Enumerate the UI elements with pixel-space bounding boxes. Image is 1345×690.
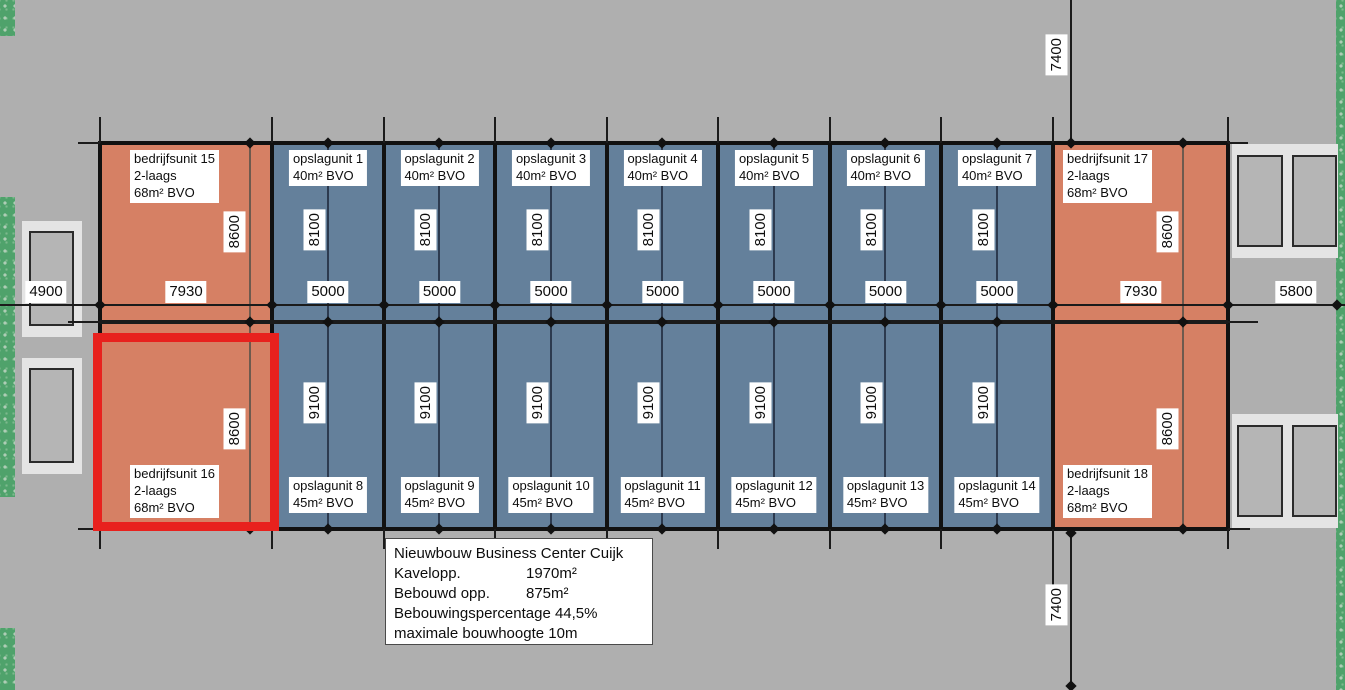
grid-line [1182,324,1184,527]
unit-opslagunit-4-width-dimension: 5000 [642,281,683,303]
unit-opslagunit-13-label: opslagunit 13 45m² BVO [843,477,928,513]
unit-opslagunit-8-label: opslagunit 8 45m² BVO [289,477,367,513]
info-box [385,538,653,645]
unit-bedrijfsunit-16-depth-dimension: 8600 [224,408,246,449]
grid-extension-top [1052,117,1054,143]
unit-opslagunit-11[interactable] [607,322,718,529]
green-planting-strip-left-middle [0,197,15,497]
parking-stall[interactable] [29,368,74,463]
dimension-marker [1065,680,1076,690]
grid-extension-top [271,117,273,143]
info-box-row-kavelopp [394,564,644,584]
unit-bedrijfsunit-17-label: bedrijfsunit 17 2-laags 68m² BVO [1063,150,1152,203]
parking-stall[interactable] [1292,155,1337,247]
unit-opslagunit-12[interactable] [718,322,830,529]
unit-opslagunit-13[interactable] [830,322,941,529]
unit-bedrijfsunit-18-depth-dimension: 8600 [1157,408,1179,449]
unit-opslagunit-8[interactable] [272,322,384,529]
grid-extension-bottom [940,529,942,549]
unit-opslagunit-1-depth-dimension: 8100 [304,209,326,250]
unit-opslagunit-6-width-dimension: 5000 [865,281,906,303]
unit-opslagunit-13-depth-dimension: 9100 [861,382,883,423]
unit-opslagunit-11-depth-dimension: 9100 [638,382,660,423]
dimension-label-bottom-7400: 7400 [1046,584,1068,625]
unit-bedrijfsunit-15-depth-dimension: 8600 [224,211,246,252]
grid-extension-top [717,117,719,143]
grid-extension-top [99,117,101,143]
grid-extension-top [494,117,496,143]
green-planting-strip-right [1336,0,1345,690]
grid-extension-bottom [1227,529,1229,549]
grid-extension-bottom [271,529,273,549]
dimension-marker [1065,527,1076,538]
selected-unit-highlight[interactable] [93,333,279,531]
info-label-bebouwd: Bebouwd opp. [394,585,490,602]
info-label-kavelopp: Kavelopp. [394,565,461,582]
dimension-label-right-5800: 5800 [1275,281,1316,303]
dimension-label-left-4900: 4900 [25,281,66,303]
site-line-bottom-7400 [1070,529,1072,688]
unit-opslagunit-2-label: opslagunit 2 40m² BVO [400,150,478,186]
dimension-line-horizontal [0,304,1345,306]
unit-opslagunit-5-width-dimension: 5000 [753,281,794,303]
unit-opslagunit-14[interactable] [941,322,1053,529]
unit-opslagunit-8-depth-dimension: 9100 [304,382,326,423]
unit-opslagunit-4-depth-dimension: 8100 [638,209,660,250]
grid-extension-bottom [1052,529,1054,585]
unit-opslagunit-5-label: opslagunit 5 40m² BVO [735,150,813,186]
unit-bedrijfsunit-17-depth-dimension: 8600 [1157,211,1179,252]
unit-opslagunit-3-depth-dimension: 8100 [527,209,549,250]
unit-opslagunit-1-label: opslagunit 1 40m² BVO [289,150,367,186]
unit-bedrijfsunit-18-label: bedrijfsunit 18 2-laags 68m² BVO [1063,465,1152,518]
unit-opslagunit-9-depth-dimension: 9100 [415,382,437,423]
parking-stall[interactable] [1292,425,1337,517]
grid-extension-top [940,117,942,143]
unit-opslagunit-14-label: opslagunit 14 45m² BVO [954,477,1039,513]
unit-opslagunit-5-depth-dimension: 8100 [750,209,772,250]
corner-tick [1228,528,1250,530]
grid-extension-bottom [99,529,101,549]
unit-opslagunit-9[interactable] [384,322,495,529]
green-planting-strip-left-top [0,0,15,36]
unit-opslagunit-12-depth-dimension: 9100 [750,382,772,423]
grid-extension-top [606,117,608,143]
unit-opslagunit-4-label: opslagunit 4 40m² BVO [623,150,701,186]
unit-bedrijfsunit-17-width-dimension: 7930 [1120,281,1161,303]
unit-opslagunit-3-width-dimension: 5000 [530,281,571,303]
unit-opslagunit-6-depth-dimension: 8100 [861,209,883,250]
parking-stall[interactable] [29,231,74,326]
info-box-percentage: Bebouwingspercentage 44,5% [394,605,598,622]
grid-line [1182,145,1184,320]
unit-opslagunit-9-label: opslagunit 9 45m² BVO [400,477,478,513]
unit-opslagunit-11-label: opslagunit 11 45m² BVO [620,477,704,513]
green-planting-strip-left-bottom [0,628,15,690]
unit-bedrijfsunit-16-label: bedrijfsunit 16 2-laags 68m² BVO [130,465,219,518]
unit-opslagunit-7-width-dimension: 5000 [976,281,1017,303]
unit-opslagunit-12-label: opslagunit 12 45m² BVO [731,477,816,513]
parking-stall[interactable] [1237,425,1283,517]
grid-extension-top [829,117,831,143]
site-line-top-7400 [1070,0,1072,143]
corner-tick [1228,321,1258,323]
corner-tick [1228,142,1248,144]
unit-opslagunit-3-label: opslagunit 3 40m² BVO [512,150,590,186]
grid-extension-top [1227,117,1229,143]
grid-extension-bottom [717,529,719,549]
unit-bedrijfsunit-15-width-dimension: 7930 [165,281,206,303]
info-box-max-height: maximale bouwhoogte 10m [394,625,578,642]
parking-stall[interactable] [1237,155,1283,247]
unit-opslagunit-7-label: opslagunit 7 40m² BVO [958,150,1036,186]
unit-opslagunit-2-depth-dimension: 8100 [415,209,437,250]
unit-opslagunit-7-depth-dimension: 8100 [973,209,995,250]
corner-tick [68,321,100,323]
unit-bedrijfsunit-18[interactable] [1053,322,1228,529]
corner-tick [78,142,100,144]
unit-opslagunit-10-depth-dimension: 9100 [527,382,549,423]
info-value-bebouwd: 875m² [526,585,569,602]
unit-opslagunit-10[interactable] [495,322,607,529]
grid-line [249,145,251,320]
unit-opslagunit-14-depth-dimension: 9100 [973,382,995,423]
unit-opslagunit-10-label: opslagunit 10 45m² BVO [508,477,593,513]
unit-opslagunit-6-label: opslagunit 6 40m² BVO [846,150,924,186]
info-box-row-bebouwd [394,584,644,604]
dimension-label-top-7400: 7400 [1046,34,1068,75]
unit-opslagunit-2-width-dimension: 5000 [419,281,460,303]
info-box-title: Nieuwbouw Business Center Cuijk [394,545,624,562]
grid-extension-bottom [829,529,831,549]
unit-bedrijfsunit-15-label: bedrijfsunit 15 2-laags 68m² BVO [130,150,219,203]
info-value-kavelopp: 1970m² [526,565,577,582]
grid-extension-top [383,117,385,143]
unit-opslagunit-1-width-dimension: 5000 [307,281,348,303]
